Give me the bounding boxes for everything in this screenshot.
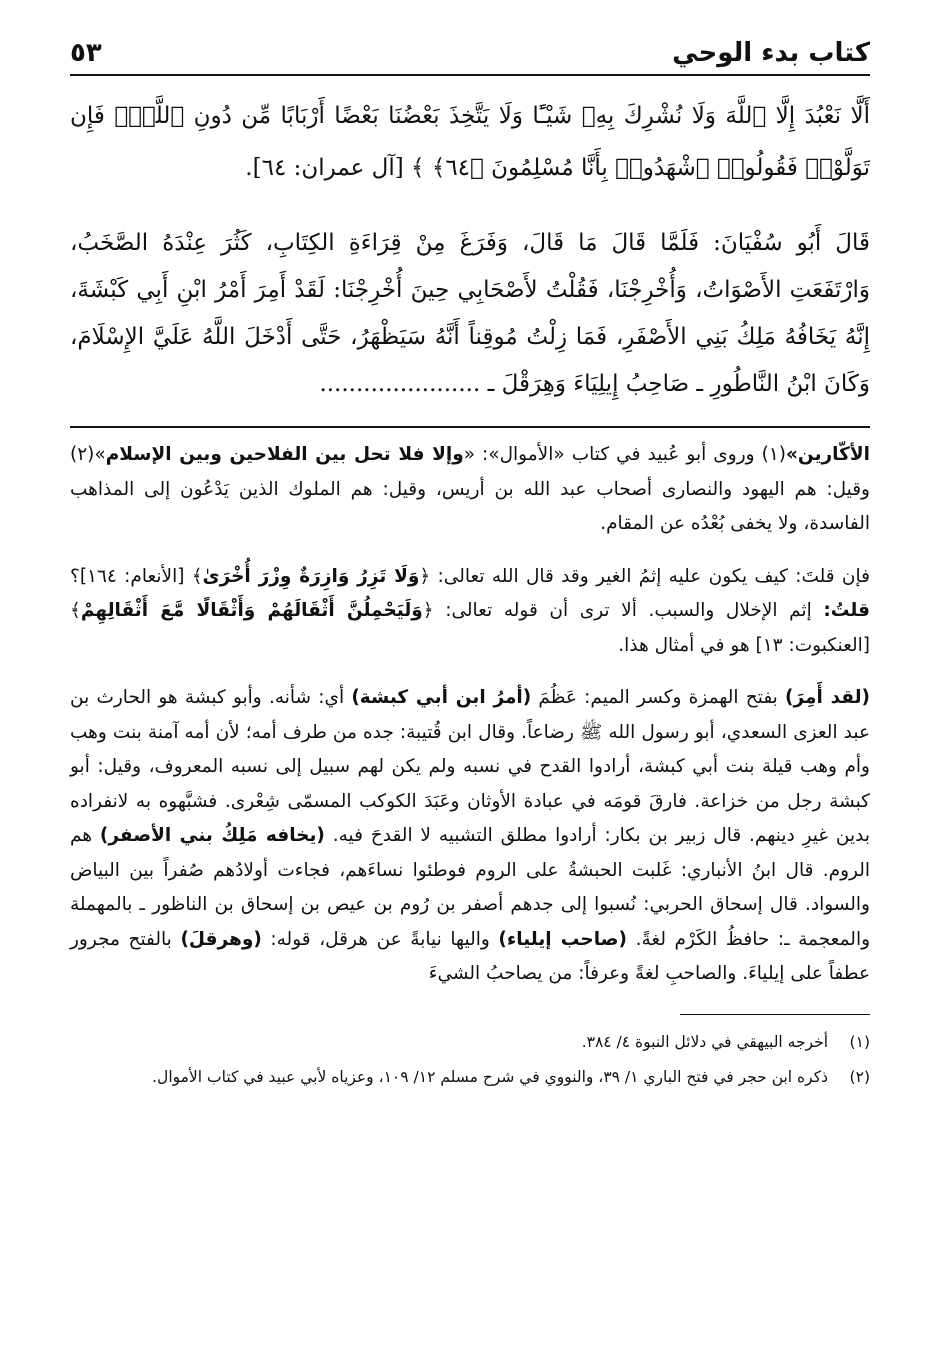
footnote-text: أخرجه البيهقي في دلائل النبوة ٤/ ٣٨٤. — [581, 1032, 828, 1051]
footnote — [70, 1064, 870, 1091]
footnote-rule — [680, 1014, 870, 1015]
commentary-paragraph-3 — [70, 681, 870, 992]
running-header — [70, 34, 870, 76]
page-number: ٥٣ — [70, 38, 102, 68]
commentary-text: »(٢) وقيل: هم اليهود والنصارى أصحاب عبد الله بن أريس، وقيل: هم الملوك الذين يَدْعُون إلى المذاهب الفاسدة، ولا يخفى بُعْدُه عن المقام. — [70, 444, 870, 534]
commentary-text: إثم الإخلال والسبب. ألا ترى أن قوله تعالى: ﴿ — [422, 600, 824, 621]
commentary — [70, 438, 870, 992]
commentary-text: ﴾ [الأنعام: ١٦٤]؟ — [70, 565, 203, 587]
commentary-text: (١) وروى أبو عُبيد في كتاب «الأموال»: « — [463, 444, 786, 465]
quran-verse: أَلَّا نَعْبُدَ إِلَّا ٱللَّهَ وَلَا نُشْرِكَ بِهِۦ شَيْـًٔا وَلَا يَتَّخِذَ بَعْضُنَا بَعْضًا أَرْبَابًا مِّن دُونِ ٱللَّهِۚ فَإِن تَوَلَّوْا۟ فَقُولُوا۟ ٱشْهَدُوا۟ بِأَنَّا مُسْلِمُونَ ﴿٦٤﴾ ﴾ [آل عمران: ٦٤]. — [70, 103, 870, 181]
bold-term: (صاحب إيلياء) — [498, 928, 627, 950]
commentary-text: بفتح الهمزة وكسر الميم: عَظُمَ — [531, 687, 786, 708]
chapter-title: كتاب بدء الوحي — [672, 38, 870, 68]
bold-term: (لقد أَمِرَ) — [785, 687, 870, 708]
commentary-paragraph-2 — [70, 560, 870, 664]
quran-quote: وَلَا تَزِرُ وَازِرَةٌ وِزْرَ أُخْرَىٰ — [202, 565, 420, 587]
book-page — [70, 34, 870, 1362]
commentary-text: ﴾ [العنكبوت: ١٣] هو في أمثال هذا. — [70, 600, 870, 656]
quran-quote: وَلَيَحْمِلُنَّ أَثْقَالَهُمْ وَأَثْقَالًا مَّعَ أَثْقَالِهِمْ — [80, 600, 423, 621]
footnote — [70, 1029, 870, 1056]
footnote-number: (١) — [849, 1032, 870, 1051]
hadith-narration: قَالَ أَبُو سُفْيَانَ: فَلَمَّا قَالَ مَا قَالَ، وَفَرَغَ مِنْ قِرَاءَةِ الكِتَابِ، كَثُرَ عِنْدَهُ الصَّخَبُ، وَارْتَفَعَتِ الأَصْوَاتُ، وَأُخْرِجْنَا، فَقُلْتُ لأَصْحَابِي حِينَ أُخْرِجْنَا: لَقَدْ أَمِرَ أَمْرُ ابْنِ أَبِي كَبْشَةَ، إِنَّهُ يَخَافُهُ مَلِكُ بَنِي الأَصْفَرِ، فَمَا زِلْتُ مُوقِناً أَنَّهُ سَيَظْهَرُ، حَتَّى أَدْخَلَ اللَّهُ عَلَيَّ الإِسْلَامَ، وَكَانَ ابْنُ النَّاطُورِ ـ صَاحِبُ إِيلِيَاءَ وَهِرَقْلَ ـ ...................... — [70, 230, 870, 397]
commentary-text: بالفتح مجرور عطفاً على إيلياءَ. والصاحبِ لغةً وعرفاً: من يصاحبُ الشيءَ — [70, 928, 870, 984]
commentary-text: هم الروم. قال ابنُ الأنباري: غَلبت الحبشةُ على الروم فوطئوا نساءَهم، فجاءت أولادُهم صُفراً بين البياض والسواد. قال إسحاق الحربي: نُسبوا إلى جدهم أصفر بن رُوم بن عيص بن إسحاق بن الناظور ـ بالمهملة والمعجمة ـ: حافظُ الكَرْم لغةً. — [70, 825, 871, 950]
footnote-text: ذكره ابن حجر في فتح الباري ١/ ٣٩، والنووي في شرح مسلم ١٢/ ١٠٩، وعزياه لأبي عبيد في كتاب الأموال. — [152, 1067, 828, 1086]
bold-term: (وهرقلَ) — [180, 928, 262, 950]
commentary-text: واليها نيابةً عن هرقل، قوله: — [261, 928, 499, 950]
bold-term: قلتُ: — [823, 600, 871, 621]
bold-term: وإلا فلا تحل بين الفلاحين وبين الإسلام — [105, 444, 464, 465]
footnotes — [70, 1029, 870, 1091]
matn-commentary-divider — [70, 426, 870, 428]
bold-term: الأكّارين» — [785, 444, 870, 465]
bold-term: (أمرُ ابن أبي كبشة) — [351, 687, 532, 708]
commentary-paragraph-1 — [70, 438, 870, 542]
commentary-text: أي: شأنه. وأبو كبشة هو الحارث بن عبد العزى السعدي، أبو رسول الله ﷺ رضاعاً. وقال ابن قُتيبة: جده من طرف أمه؛ لأن أمه آمنة بنت وهب وأم وهب قيلة بنت أبي كبشة، أرادوا القدح في نسبه ولم يكن لهم سبيل إلى نسبه المعروف، وقيل: أبو كبشة رجل من خزاعة. فارقَ قومَه في عبادة الأوثان وعَبَدَ الكوكب المسمّى شِعْرى. فشبَّهوه به لانفراده بدين غيرِ دينهم. قال زبير بن بكار: أرادوا مطلق التشبيه لا القدحَ فيه. — [70, 687, 870, 846]
commentary-text: فإن قلتَ: كيف يكون عليه إثمُ الغير وقد قال الله تعالى: ﴿ — [419, 565, 870, 587]
bold-term: (يخافه مَلِكُ بني الأصفر) — [99, 825, 325, 846]
footnote-number: (٢) — [849, 1067, 870, 1086]
